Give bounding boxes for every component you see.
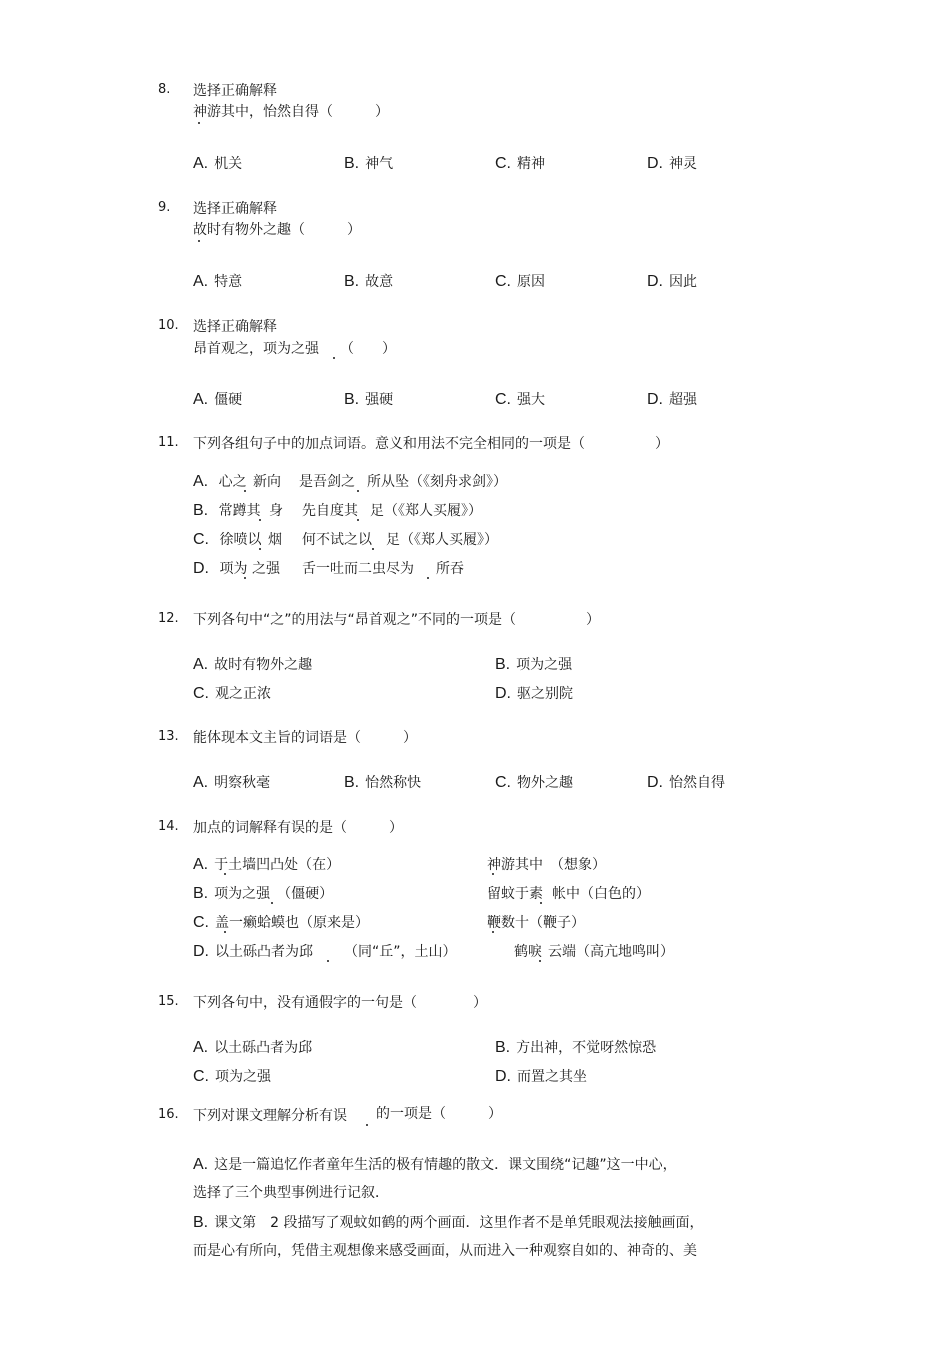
question-number: 10. xyxy=(158,318,179,333)
option-text: 原因 xyxy=(517,274,545,290)
option-part: 鹤唳 xyxy=(514,944,542,960)
option-d[interactable] xyxy=(193,558,247,578)
option-b[interactable] xyxy=(344,772,421,792)
option-a[interactable] xyxy=(193,271,242,291)
option-text: 而置之其坐 xyxy=(517,1069,587,1085)
emphasis-dot xyxy=(244,490,246,492)
option-part: 心之 xyxy=(218,474,247,490)
option-text: 强硬 xyxy=(365,392,394,408)
emphasis-dot xyxy=(198,240,200,242)
emphasis-dot xyxy=(366,1124,368,1126)
option-b[interactable] xyxy=(344,271,393,291)
option-part: 项为 xyxy=(219,561,248,577)
question-number: 13. xyxy=(158,729,179,744)
option-letter: B. xyxy=(193,885,209,902)
option-letter: A. xyxy=(193,155,209,172)
option-letter: D. xyxy=(193,560,209,577)
option-text: 盖一癞蛤蟆也（原来是） xyxy=(215,915,369,931)
option-c[interactable] xyxy=(193,912,369,932)
option-text: 以土砾凸者为邱 xyxy=(214,1040,313,1056)
option-letter: B. xyxy=(344,155,360,172)
option-c[interactable] xyxy=(495,772,573,792)
option-part: 新向 xyxy=(253,474,281,490)
option-letter: C. xyxy=(495,774,511,791)
option-c[interactable] xyxy=(495,271,545,291)
emphasis-dot xyxy=(327,960,329,962)
emphasis-dot xyxy=(539,960,541,962)
question-stem: 昂首观之，项为之强 xyxy=(193,341,319,357)
option-part: 舌一吐而二虫尽为 xyxy=(302,561,414,577)
option-text: 故时有物外之趣 xyxy=(214,657,313,673)
option-text: 课文第 2 段描写了观蚊如鹤的两个画面．这里作者不是单凭眼观法接触画面， xyxy=(214,1215,704,1231)
option-c[interactable] xyxy=(193,1066,271,1086)
option-part: 先自度其 xyxy=(302,503,358,519)
option-b[interactable] xyxy=(495,654,572,674)
question-title: 选择正确解释 xyxy=(193,83,277,99)
option-text: 方出神，不觉呀然惊恐 xyxy=(516,1040,657,1056)
option-part: 烟 xyxy=(268,532,282,548)
option-part: 足（《郑人买履》） xyxy=(370,503,482,519)
question-number: 14. xyxy=(158,819,179,834)
option-d[interactable] xyxy=(193,941,313,961)
option-text: 超强 xyxy=(669,392,697,408)
option-text: 这是一篇追忆作者童年生活的极有情趣的散文．课文围绕“记趣”这一中心， xyxy=(214,1157,677,1173)
option-text: 明察秋毫 xyxy=(214,775,271,791)
option-letter: D. xyxy=(495,685,511,702)
question-number: 15. xyxy=(158,994,179,1009)
option-b[interactable] xyxy=(344,389,393,409)
option-text: 项为之强 xyxy=(516,657,573,673)
option-a[interactable] xyxy=(193,772,270,792)
question-title: 选择正确解释 xyxy=(193,201,277,217)
option-letter: A. xyxy=(193,774,209,791)
emphasis-dot xyxy=(271,902,273,904)
option-part: 何不试之以 xyxy=(302,532,372,548)
option-letter: C. xyxy=(495,273,511,290)
option-d[interactable] xyxy=(647,389,697,409)
question-stem-tail: 的一项是（ ） xyxy=(376,1106,502,1122)
option-part: 足（《郑人买履》） xyxy=(386,532,498,548)
emphasis-dot xyxy=(259,548,261,550)
option-part: 之强 xyxy=(252,561,280,577)
option-b[interactable] xyxy=(344,153,393,173)
option-letter: C. xyxy=(193,685,209,702)
option-c[interactable] xyxy=(495,153,545,173)
option-text: 项为之强 （僵硬） xyxy=(214,886,334,902)
option-letter: A. xyxy=(193,1039,209,1056)
option-letter: C. xyxy=(193,914,209,931)
option-c[interactable] xyxy=(193,683,271,703)
option-letter: A. xyxy=(193,656,209,673)
emphasis-dot xyxy=(259,519,261,521)
option-a[interactable] xyxy=(193,654,312,674)
option-letter: A. xyxy=(193,1156,209,1173)
emphasis-dot xyxy=(357,519,359,521)
option-letter: A. xyxy=(193,391,209,408)
option-text: 故意 xyxy=(365,274,394,290)
emphasis-dot xyxy=(333,357,335,359)
emphasis-dot xyxy=(492,873,494,875)
option-letter: D. xyxy=(495,1068,511,1085)
emphasis-dot xyxy=(540,902,542,904)
option-letter: D. xyxy=(647,391,663,408)
option-letter: C. xyxy=(495,391,511,408)
question-title: 选择正确解释 xyxy=(193,319,277,335)
option-letter: B. xyxy=(495,1039,511,1056)
option-letter: C. xyxy=(495,155,511,172)
option-text: 机关 xyxy=(214,156,243,172)
option-text: 因此 xyxy=(669,274,697,290)
option-a[interactable] xyxy=(193,1037,312,1057)
option-letter: D. xyxy=(193,943,209,960)
question-stem: 下列各组句子中的加点词语。意义和用法不完全相同的一项是（ ） xyxy=(193,436,669,452)
option-part: 帐中（白色的） xyxy=(552,886,650,902)
question-stem: 加点的词解释有误的是（ ） xyxy=(193,820,403,836)
question-stem: 能体现本文主旨的词语是（ ） xyxy=(193,730,417,746)
question-stem: 下列对课文理解分析有误 xyxy=(193,1108,347,1124)
option-letter: C. xyxy=(193,531,209,548)
option-text: 怡然称快 xyxy=(365,775,422,791)
option-text: 于土墙凹凸处（在） xyxy=(214,857,341,873)
option-letter: D. xyxy=(647,273,663,290)
question-number: 8. xyxy=(158,82,171,97)
option-b[interactable] xyxy=(193,500,261,520)
option-part: （同“丘”，土山） xyxy=(344,944,457,960)
option-letter: D. xyxy=(647,774,663,791)
question-number: 12. xyxy=(158,611,179,626)
option-b[interactable] xyxy=(193,883,333,903)
option-letter: B. xyxy=(344,273,360,290)
emphasis-dot xyxy=(357,490,359,492)
answer-paren: （ ） xyxy=(340,341,396,357)
option-text-continued: 选择了三个典型事例进行记叙． xyxy=(193,1185,389,1201)
option-part: 鞭数十（鞭子） xyxy=(487,915,585,931)
option-c[interactable] xyxy=(193,529,261,549)
option-letter: B. xyxy=(193,1214,209,1231)
option-letter: B. xyxy=(344,391,360,408)
emphasis-dot xyxy=(224,931,226,933)
option-letter: B. xyxy=(193,502,209,519)
option-d[interactable] xyxy=(647,772,725,792)
emphasis-dot xyxy=(492,931,494,933)
option-text: 以土砾凸者为邱 xyxy=(215,944,313,960)
option-b[interactable] xyxy=(495,1037,656,1057)
question-stem: 故时有物外之趣（ ） xyxy=(193,222,361,238)
question-number: 16. xyxy=(158,1107,179,1122)
option-a[interactable] xyxy=(193,854,340,874)
option-d[interactable] xyxy=(647,153,697,173)
option-part: 所吞 xyxy=(436,561,464,577)
emphasis-dot xyxy=(244,577,246,579)
option-letter: C. xyxy=(193,1068,209,1085)
option-letter: B. xyxy=(344,774,360,791)
emphasis-dot xyxy=(427,577,429,579)
question-stem: 下列各句中，没有通假字的一句是（ ） xyxy=(193,995,487,1011)
option-c[interactable] xyxy=(495,389,545,409)
option-part: 留蚊于素 xyxy=(487,886,543,902)
option-part: 常蹲其 xyxy=(218,503,261,519)
option-part: 神游其中 （想象） xyxy=(487,857,606,873)
emphasis-dot xyxy=(372,548,374,550)
option-a[interactable] xyxy=(193,389,242,409)
question-number: 11. xyxy=(158,435,179,450)
option-part: 云端（高亢地鸣叫） xyxy=(548,944,674,960)
option-letter: D. xyxy=(647,155,663,172)
option-part: 是吾剑之 xyxy=(299,474,355,490)
option-letter: A. xyxy=(193,856,209,873)
option-text: 强大 xyxy=(517,392,545,408)
option-part: 身 xyxy=(269,503,283,519)
option-d[interactable] xyxy=(495,1066,587,1086)
emphasis-dot xyxy=(198,122,200,124)
option-b[interactable] xyxy=(193,1212,703,1232)
option-letter: B. xyxy=(495,656,511,673)
question-number: 9. xyxy=(158,200,171,215)
option-text: 特意 xyxy=(214,274,243,290)
option-text-continued: 而是心有所向，凭借主观想像来感受画面，从而进入一种观察自如的、神奇的、美 xyxy=(193,1243,697,1259)
question-stem: 神游其中，怡然自得（ ） xyxy=(193,104,389,120)
option-text: 驱之别院 xyxy=(517,686,573,702)
option-text: 怡然自得 xyxy=(669,775,725,791)
option-letter: A. xyxy=(193,273,209,290)
option-d[interactable] xyxy=(647,271,697,291)
option-text: 物外之趣 xyxy=(517,775,573,791)
option-a[interactable] xyxy=(193,1154,677,1174)
option-text: 项为之强 xyxy=(215,1069,271,1085)
option-letter: A. xyxy=(193,473,209,490)
option-a[interactable] xyxy=(193,471,247,491)
option-d[interactable] xyxy=(495,683,573,703)
question-stem: 下列各句中“之”的用法与“昂首观之”不同的一项是（ ） xyxy=(193,612,601,628)
option-text: 观之正浓 xyxy=(215,686,271,702)
emphasis-dot xyxy=(224,873,226,875)
option-part: 徐喷以 xyxy=(219,532,262,548)
option-text: 僵硬 xyxy=(214,392,243,408)
option-text: 精神 xyxy=(517,156,545,172)
option-part: 所从坠（《刻舟求剑》） xyxy=(367,474,507,490)
option-text: 神气 xyxy=(365,156,394,172)
option-text: 神灵 xyxy=(669,156,697,172)
option-a[interactable] xyxy=(193,153,242,173)
